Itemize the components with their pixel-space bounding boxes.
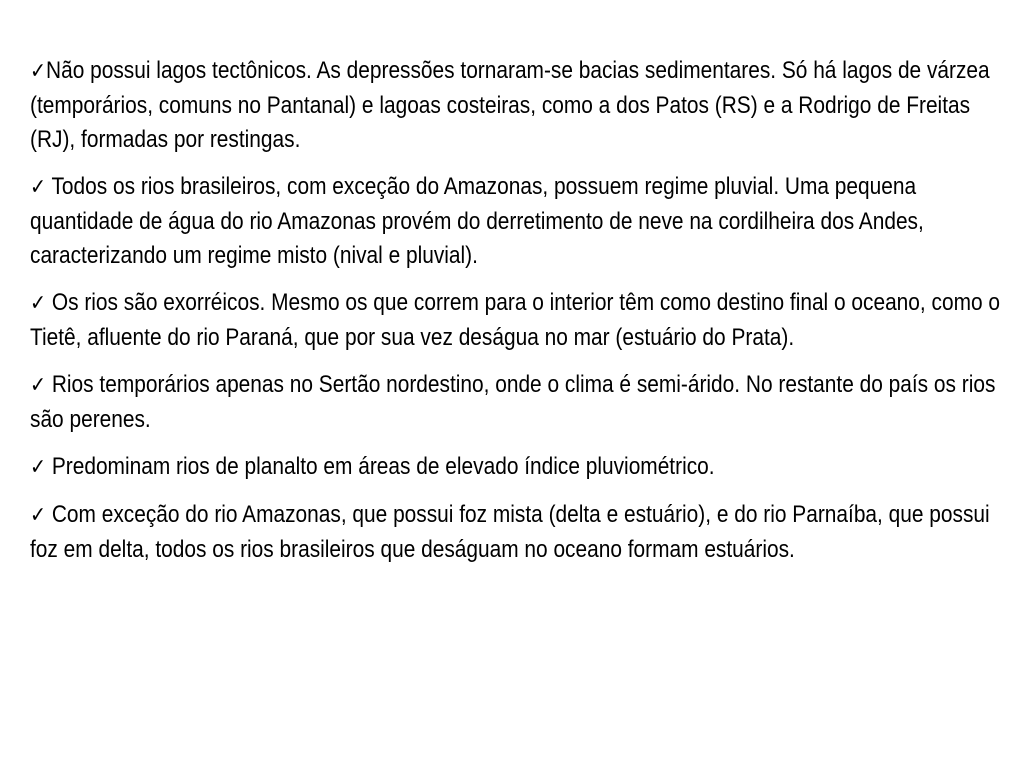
bullet-item-regime xyxy=(30,170,1000,273)
bullet-text: Todos os rios brasileiros, com exceção do Amazonas, possuem regime pluvial. Uma pequena quantidade de água do rio Amazonas provém do derretimento de neve na cordilheira dos Andes, caracterizando um regime misto (nival e pluvial). xyxy=(30,173,924,269)
bullet-item-estuaries xyxy=(30,498,1000,567)
checkmark-icon: ✓ xyxy=(30,373,47,398)
bullet-list xyxy=(30,54,1000,567)
bullet-text: Predominam rios de planalto em áreas de elevado índice pluviométrico. xyxy=(46,453,715,480)
checkmark-icon: ✓ xyxy=(30,291,47,316)
bullet-text: Com exceção do rio Amazonas, que possui foz mista (delta e estuário), e do rio Parnaíba, que possui foz em delta, todos os rios brasileiros que deságuam no oceano formam estuários. xyxy=(30,501,990,563)
bullet-text: Não possui lagos tectônicos. As depressões tornaram-se bacias sedimentares. Só há lagos de várzea (temporários, comuns no Pantanal) e lagoas costeiras, como a dos Patos (RS) e a Rodrigo de Freitas (RJ), formadas por restingas. xyxy=(30,57,990,153)
checkmark-icon: ✓ xyxy=(30,59,47,84)
slide-body xyxy=(30,54,1000,580)
checkmark-icon: ✓ xyxy=(30,455,47,480)
checkmark-icon: ✓ xyxy=(30,175,47,200)
bullet-text: Rios temporários apenas no Sertão nordestino, onde o clima é semi-árido. No restante do país os rios são perenes. xyxy=(30,371,996,433)
bullet-item-temporary xyxy=(30,368,1000,437)
bullet-item-plateau xyxy=(30,450,1000,485)
checkmark-icon: ✓ xyxy=(30,503,47,528)
bullet-item-lakes xyxy=(30,54,1000,157)
bullet-item-exorreic xyxy=(30,286,1000,355)
bullet-text: Os rios são exorréicos. Mesmo os que correm para o interior têm como destino final o oceano, como o Tietê, afluente do rio Paraná, que por sua vez deságua no mar (estuário do Prata). xyxy=(30,289,1000,351)
